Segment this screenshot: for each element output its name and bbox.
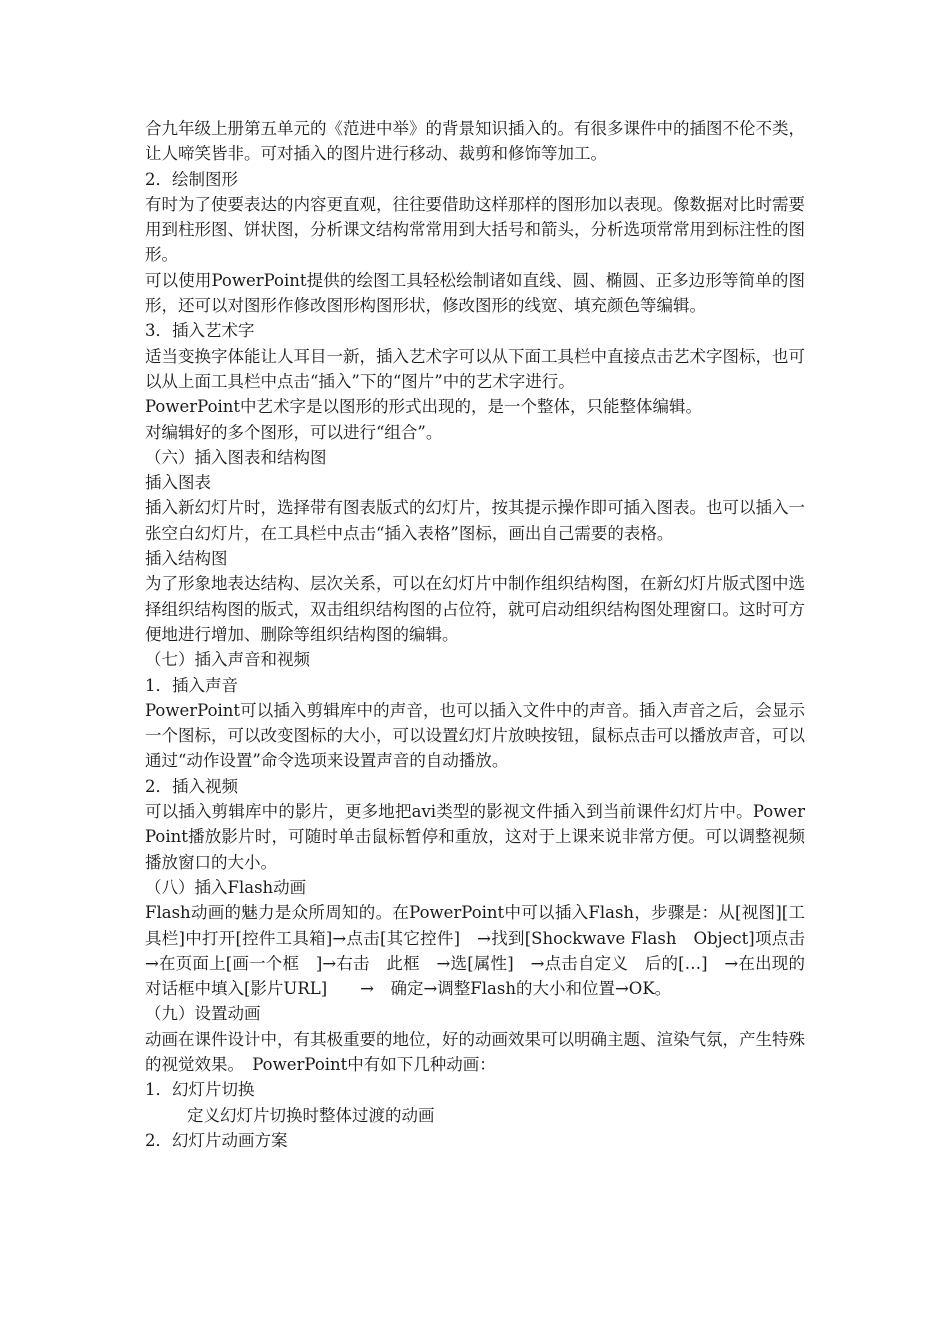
body-paragraph: Flash动画的魅力是众所周知的。在PowerPoint中可以插入Flash，步骤是：从[视图][工具栏]中打开[控件工具箱]→点击[其它控件] →找到[Shockwave Flash Object]项点击→在页面上[画一个框 ]→右击 此框 →选[属性] →点击自定义 后的[…] →在出现的对话框中填入[影片URL] → 确定→调整Flash的大小和位置→OK。 — [145, 903, 805, 999]
body-paragraph: 为了形象地表达结构、层次关系，可以在幻灯片中制作组织结构图，在新幻灯片版式图中选择组织结构图的版式，双击组织结构图的占位符，就可启动组织结构图处理窗口。这时可方便地进行增加、删除等组织结构图的编辑。 — [145, 574, 805, 644]
section-heading: 插入图表 — [145, 473, 211, 493]
body-paragraph: 插入新幻灯片时，选择带有图表版式的幻灯片，按其提示操作即可插入图表。也可以插入一张空白幻灯片，在工具栏中点击“插入表格”图标，画出自己需要的表格。 — [145, 498, 805, 543]
section-heading: 3．插入艺术字 — [145, 321, 255, 341]
body-paragraph: 可以插入剪辑库中的影片，更多地把avi类型的影视文件插入到当前课件幻灯片中。PowerPoint播放影片时，可随时单击鼠标暂停和重放，这对于上课来说非常方便。可以调整视频播放窗口的大小。 — [145, 802, 805, 872]
document-body — [145, 116, 805, 1153]
section-heading: （七）插入声音和视频 — [145, 650, 310, 670]
section-heading: 1．幻灯片切换 — [145, 1080, 255, 1100]
section-heading: 2．绘制图形 — [145, 169, 238, 189]
body-paragraph: 对编辑好的多个图形，可以进行“组合”。 — [145, 422, 443, 442]
body-paragraph: PowerPoint中艺术字是以图形的形式出现的，是一个整体，只能整体编辑。 — [145, 397, 703, 417]
body-paragraph: 可以使用PowerPoint提供的绘图工具轻松绘制诸如直线、圆、椭圆、正多边形等简单的图形，还可以对图形作修改图形构图形状，修改图形的线宽、填充颜色等编辑。 — [145, 270, 805, 316]
indented-paragraph: 定义幻灯片切换时整体过渡的动画 — [187, 1105, 435, 1125]
section-heading: （六）插入图表和结构图 — [145, 447, 327, 467]
body-paragraph: 合九年级上册第五单元的《范进中举》的背景知识插入的。有很多课件中的插图不伦不类，让人啼笑皆非。可对插入的图片进行移动、裁剪和修饰等加工。 — [145, 119, 805, 164]
section-heading: 插入结构图 — [145, 549, 228, 569]
body-paragraph: 有时为了使要表达的内容更直观，往往要借助这样那样的图形加以表现。像数据对比时需要用到柱形图、饼状图，分析课文结构常常用到大括号和箭头，分析选项常常用到标注性的图形。 — [145, 194, 805, 265]
section-heading: （九）设置动画 — [145, 1004, 261, 1024]
body-paragraph: 动画在课件设计中，有其极重要的地位，好的动画效果可以明确主题、渲染气氛，产生特殊的视觉效果。 PowerPoint中有如下几种动画： — [145, 1029, 805, 1074]
section-heading: 1．插入声音 — [145, 675, 238, 695]
section-heading: 2．插入视频 — [145, 776, 238, 796]
body-paragraph: 适当变换字体能让人耳目一新，插入艺术字可以从下面工具栏中直接点击艺术字图标，也可以从上面工具栏中点击“插入”下的“图片”中的艺术字进行。 — [145, 346, 805, 391]
body-paragraph: PowerPoint可以插入剪辑库中的声音，也可以插入文件中的声音。插入声音之后，会显示一个图标，可以改变图标的大小，可以设置幻灯片放映按钮，鼠标点击可以播放声音，可以通过“动作设置”命令选项来设置声音的自动播放。 — [145, 700, 805, 771]
section-heading: 2．幻灯片动画方案 — [145, 1130, 288, 1150]
section-heading: （八）插入Flash动画 — [145, 877, 307, 897]
